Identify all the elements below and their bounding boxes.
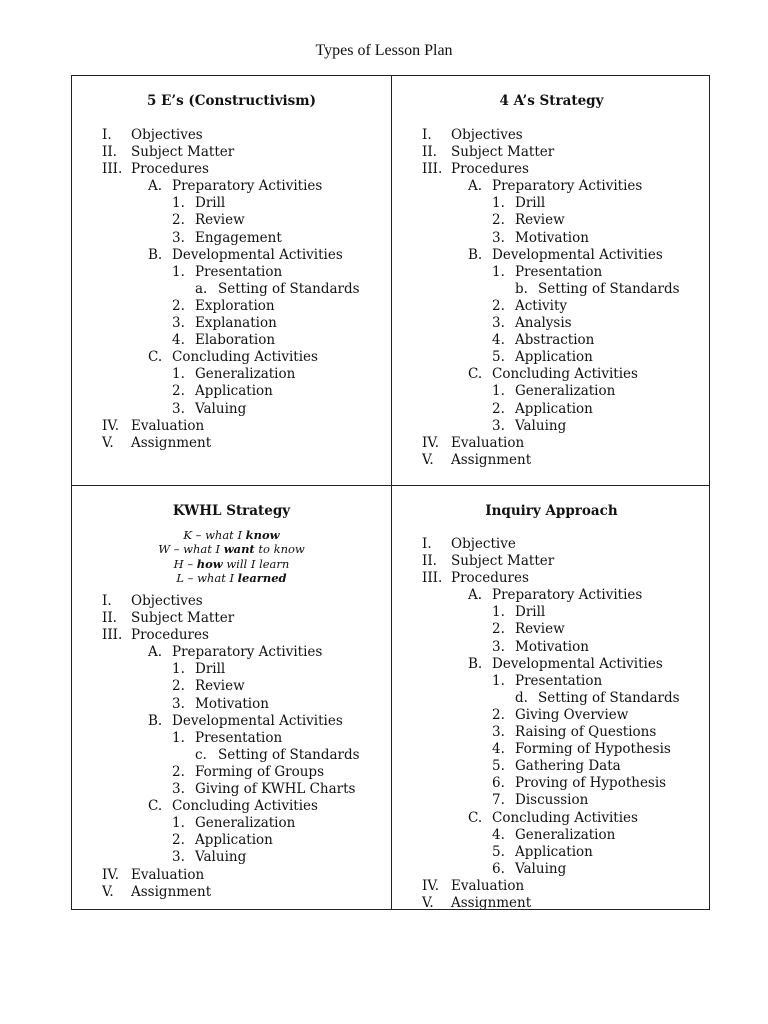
item-text: Objectives (131, 127, 203, 143)
outline-item (392, 298, 711, 315)
outline-item (72, 815, 391, 832)
item-marker: 1. (172, 815, 185, 832)
outline-item (72, 730, 391, 747)
outline-item (72, 867, 391, 884)
item-text: Drill (515, 604, 546, 621)
outline-item (72, 627, 391, 644)
outline-item (392, 656, 711, 673)
outline-item (72, 644, 391, 661)
item-text: Proving of Hypothesis (515, 775, 667, 792)
item-text: Generalization (515, 383, 616, 400)
item-text: Review (195, 212, 245, 229)
item-marker: 5. (492, 843, 505, 860)
item-marker: IV. (102, 417, 120, 434)
item-marker: 2. (492, 297, 505, 314)
item-marker: 2. (172, 832, 185, 849)
item-marker: 2. (492, 706, 505, 723)
item-text: Application (515, 349, 593, 366)
item-marker: 3. (172, 315, 185, 332)
outline-list (392, 536, 711, 912)
outline-item (392, 844, 711, 861)
outline-item (392, 332, 711, 349)
item-text: Evaluation (451, 434, 525, 451)
kwhl-line-k: K – what I know (183, 528, 280, 542)
outline-item (392, 349, 711, 366)
item-text: Setting of Standards (218, 746, 360, 763)
item-text: Preparatory Activities (172, 644, 323, 661)
item-text: Procedures (451, 161, 529, 178)
item-marker: 5. (492, 758, 505, 775)
cell-title: Inquiry Approach (485, 503, 618, 519)
item-text: Presentation (515, 672, 603, 689)
outline-item (72, 247, 391, 264)
item-marker: IV. (422, 434, 440, 451)
item-marker: V. (422, 894, 434, 911)
item-marker: IV. (422, 877, 440, 894)
outline-item (392, 741, 711, 758)
item-marker: 2. (492, 400, 505, 417)
outline-item (72, 832, 391, 849)
outline-item (72, 884, 391, 901)
item-text: Evaluation (131, 417, 205, 434)
item-marker: III. (422, 161, 443, 178)
item-text: Objectives (451, 127, 523, 143)
item-marker: 3. (172, 229, 185, 246)
item-text: Motivation (515, 638, 589, 655)
item-marker: C. (468, 809, 483, 826)
item-marker: 2. (492, 621, 505, 638)
item-text: Preparatory Activities (492, 587, 643, 604)
item-text: Setting of Standards (538, 689, 680, 706)
item-text: Exploration (195, 297, 275, 314)
outline-item (392, 536, 711, 553)
item-marker: B. (148, 246, 163, 263)
item-text: Drill (195, 661, 226, 678)
outline-item (392, 673, 711, 690)
item-text: Subject Matter (451, 553, 555, 570)
outline-item (72, 435, 391, 452)
outline-item (392, 604, 711, 621)
item-marker: II. (102, 144, 117, 161)
item-marker: 3. (492, 229, 505, 246)
item-text: Forming of Groups (195, 763, 325, 780)
item-marker: 3. (172, 400, 185, 417)
item-text: Procedures (451, 570, 529, 587)
outline-item (72, 781, 391, 798)
item-marker: I. (102, 593, 112, 609)
outline-item (392, 315, 711, 332)
item-marker: 3. (492, 315, 505, 332)
item-marker: 3. (172, 849, 185, 866)
item-marker: 2. (492, 212, 505, 229)
outline-item (72, 661, 391, 678)
item-text: Preparatory Activities (172, 178, 323, 195)
item-text: Procedures (131, 627, 209, 644)
item-text: Evaluation (451, 877, 525, 894)
outline-item (72, 230, 391, 247)
kwhl-line-w: W – what I want to know (158, 542, 305, 557)
outline-item (72, 401, 391, 418)
item-marker: a. (195, 280, 208, 297)
outline-item (392, 366, 711, 383)
item-marker: A. (468, 178, 483, 195)
item-text: Drill (195, 195, 226, 212)
item-text: Valuing (515, 860, 567, 877)
item-marker: 1. (492, 383, 505, 400)
item-marker: II. (422, 144, 437, 161)
kwhl-line-h: H – how will I learn (173, 556, 290, 571)
outline-list (392, 127, 711, 469)
outline-item (392, 570, 711, 587)
item-marker: 3. (172, 781, 185, 798)
item-marker: 4. (492, 826, 505, 843)
outline-item (392, 127, 711, 144)
item-marker: 6. (492, 860, 505, 877)
item-text: Giving Overview (515, 706, 629, 723)
outline-item (392, 895, 711, 912)
item-text: Concluding Activities (492, 809, 638, 826)
item-marker: 1. (492, 195, 505, 212)
item-marker: 4. (492, 741, 505, 758)
item-marker: III. (422, 570, 443, 587)
item-text: Forming of Hypothesis (515, 741, 671, 758)
item-text: Setting of Standards (538, 280, 680, 297)
outline-item (72, 366, 391, 383)
outline-item (392, 827, 711, 844)
item-text: Concluding Activities (172, 349, 318, 366)
item-marker: IV. (102, 866, 120, 883)
item-marker: I. (422, 536, 432, 552)
item-text: Motivation (515, 229, 589, 246)
item-text: Raising of Questions (515, 724, 657, 741)
outline-item (72, 127, 391, 144)
outline-list (72, 593, 391, 901)
item-marker: 2. (172, 383, 185, 400)
outline-item (392, 435, 711, 452)
item-marker: 2. (172, 763, 185, 780)
item-marker: 3. (492, 417, 505, 434)
lesson-plan-table (71, 75, 710, 910)
item-marker: 4. (172, 332, 185, 349)
outline-item (392, 383, 711, 400)
item-marker: B. (468, 246, 483, 263)
item-marker: 1. (172, 366, 185, 383)
item-text: Assignment (451, 451, 532, 468)
item-marker: 6. (492, 775, 505, 792)
outline-item (392, 161, 711, 178)
outline-item (392, 810, 711, 827)
item-marker: V. (102, 434, 114, 451)
item-marker: 4. (492, 332, 505, 349)
outline-item (72, 195, 391, 212)
item-marker: 7. (492, 792, 505, 809)
outline-item (392, 195, 711, 212)
item-text: Application (515, 843, 593, 860)
outline-item (392, 452, 711, 469)
kwhl-line-l: L – what I learned (176, 571, 287, 586)
item-text: Setting of Standards (218, 280, 360, 297)
item-marker: 1. (172, 661, 185, 678)
item-text: Objectives (131, 593, 203, 609)
outline-item (72, 264, 391, 281)
outline-item (392, 792, 711, 809)
item-text: Preparatory Activities (492, 178, 643, 195)
outline-item (392, 724, 711, 741)
outline-item (72, 161, 391, 178)
item-text: Presentation (195, 729, 283, 746)
item-text: Assignment (131, 883, 212, 900)
item-text: Application (515, 400, 593, 417)
item-marker: 2. (172, 212, 185, 229)
item-text: Evaluation (131, 866, 205, 883)
outline-item (392, 230, 711, 247)
item-text: Assignment (451, 894, 532, 911)
cell-4as (392, 76, 711, 485)
outline-item (72, 349, 391, 366)
item-marker: III. (102, 627, 123, 644)
item-text: Concluding Activities (172, 798, 318, 815)
item-marker: 5. (492, 349, 505, 366)
item-marker: A. (148, 644, 163, 661)
item-marker: 3. (492, 724, 505, 741)
item-text: Generalization (515, 826, 616, 843)
item-marker: I. (422, 127, 432, 143)
cell-inquiry (392, 486, 711, 911)
item-text: Developmental Activities (172, 712, 343, 729)
item-text: Generalization (195, 366, 296, 383)
outline-item (72, 747, 391, 764)
item-text: Motivation (195, 695, 269, 712)
cell-5es (72, 76, 391, 485)
item-text: Valuing (515, 417, 567, 434)
item-marker: B. (468, 655, 483, 672)
outline-item (392, 639, 711, 656)
outline-item (392, 707, 711, 724)
outline-item (392, 621, 711, 638)
cell-title: KWHL Strategy (172, 503, 291, 519)
kwhl-legend (72, 528, 391, 586)
item-marker: III. (102, 161, 123, 178)
item-text: Subject Matter (131, 144, 235, 161)
item-text: Developmental Activities (492, 246, 663, 263)
item-text: Gathering Data (515, 758, 621, 775)
outline-item (72, 178, 391, 195)
outline-item (392, 281, 711, 298)
item-marker: 1. (492, 672, 505, 689)
item-text: Review (515, 212, 565, 229)
item-marker: C. (468, 366, 483, 383)
item-marker: 1. (172, 729, 185, 746)
item-text: Explanation (195, 315, 277, 332)
item-marker: C. (148, 798, 163, 815)
item-text: Drill (515, 195, 546, 212)
item-text: Elaboration (195, 332, 276, 349)
page-title: Types of Lesson Plan (315, 42, 453, 59)
outline-item (392, 418, 711, 435)
item-marker: C. (148, 349, 163, 366)
item-text: Objective (451, 536, 516, 552)
item-marker: 1. (492, 604, 505, 621)
item-text: Application (195, 832, 273, 849)
cell-title: 4 A’s Strategy (499, 93, 604, 109)
item-marker: B. (148, 712, 163, 729)
item-text: Procedures (131, 161, 209, 178)
item-marker: A. (148, 178, 163, 195)
outline-list (72, 127, 391, 452)
item-marker: c. (195, 746, 207, 763)
outline-item (392, 144, 711, 161)
item-text: Engagement (195, 229, 282, 246)
item-text: Generalization (195, 815, 296, 832)
outline-item (392, 690, 711, 707)
outline-item (72, 383, 391, 400)
item-marker: II. (422, 553, 437, 570)
item-text: Presentation (195, 263, 283, 280)
item-marker: 1. (492, 263, 505, 280)
item-text: Assignment (131, 434, 212, 451)
item-marker: 1. (172, 263, 185, 280)
cell-kwhl (72, 486, 391, 911)
outline-item (392, 758, 711, 775)
outline-item (72, 332, 391, 349)
outline-item (72, 298, 391, 315)
item-marker: 2. (172, 297, 185, 314)
item-marker: I. (102, 127, 112, 143)
item-text: Subject Matter (131, 610, 235, 627)
item-text: Discussion (515, 792, 589, 809)
outline-item (72, 798, 391, 815)
outline-item (72, 144, 391, 161)
outline-item (72, 315, 391, 332)
outline-item (72, 696, 391, 713)
outline-item (72, 713, 391, 730)
item-text: Developmental Activities (172, 246, 343, 263)
item-marker: 3. (492, 638, 505, 655)
item-text: Review (195, 678, 245, 695)
outline-item (392, 775, 711, 792)
outline-item (392, 553, 711, 570)
item-marker: A. (468, 587, 483, 604)
item-marker: V. (102, 883, 114, 900)
outline-item (392, 264, 711, 281)
item-text: Review (515, 621, 565, 638)
item-marker: 3. (172, 695, 185, 712)
item-marker: V. (422, 451, 434, 468)
outline-item (72, 764, 391, 781)
outline-item (72, 281, 391, 298)
item-text: Giving of KWHL Charts (195, 781, 356, 798)
outline-item (392, 178, 711, 195)
cell-title: 5 E’s (Constructivism) (147, 93, 316, 109)
item-marker: b. (515, 280, 528, 297)
item-text: Abstraction (515, 332, 595, 349)
outline-item (72, 849, 391, 866)
outline-item (72, 418, 391, 435)
item-text: Application (195, 383, 273, 400)
outline-item (392, 247, 711, 264)
outline-item (392, 401, 711, 418)
item-text: Activity (515, 297, 568, 314)
item-marker: 2. (172, 678, 185, 695)
item-marker: 1. (172, 195, 185, 212)
item-text: Valuing (195, 849, 247, 866)
outline-item (72, 610, 391, 627)
outline-item (392, 878, 711, 895)
outline-item (392, 587, 711, 604)
outline-item (392, 212, 711, 229)
item-text: Concluding Activities (492, 366, 638, 383)
item-marker: II. (102, 610, 117, 627)
item-text: Presentation (515, 263, 603, 280)
item-text: Developmental Activities (492, 655, 663, 672)
item-marker: d. (515, 689, 528, 706)
item-text: Valuing (195, 400, 247, 417)
item-text: Analysis (515, 315, 572, 332)
outline-item (72, 593, 391, 610)
outline-item (392, 861, 711, 878)
outline-item (72, 212, 391, 229)
item-text: Subject Matter (451, 144, 555, 161)
outline-item (72, 678, 391, 695)
